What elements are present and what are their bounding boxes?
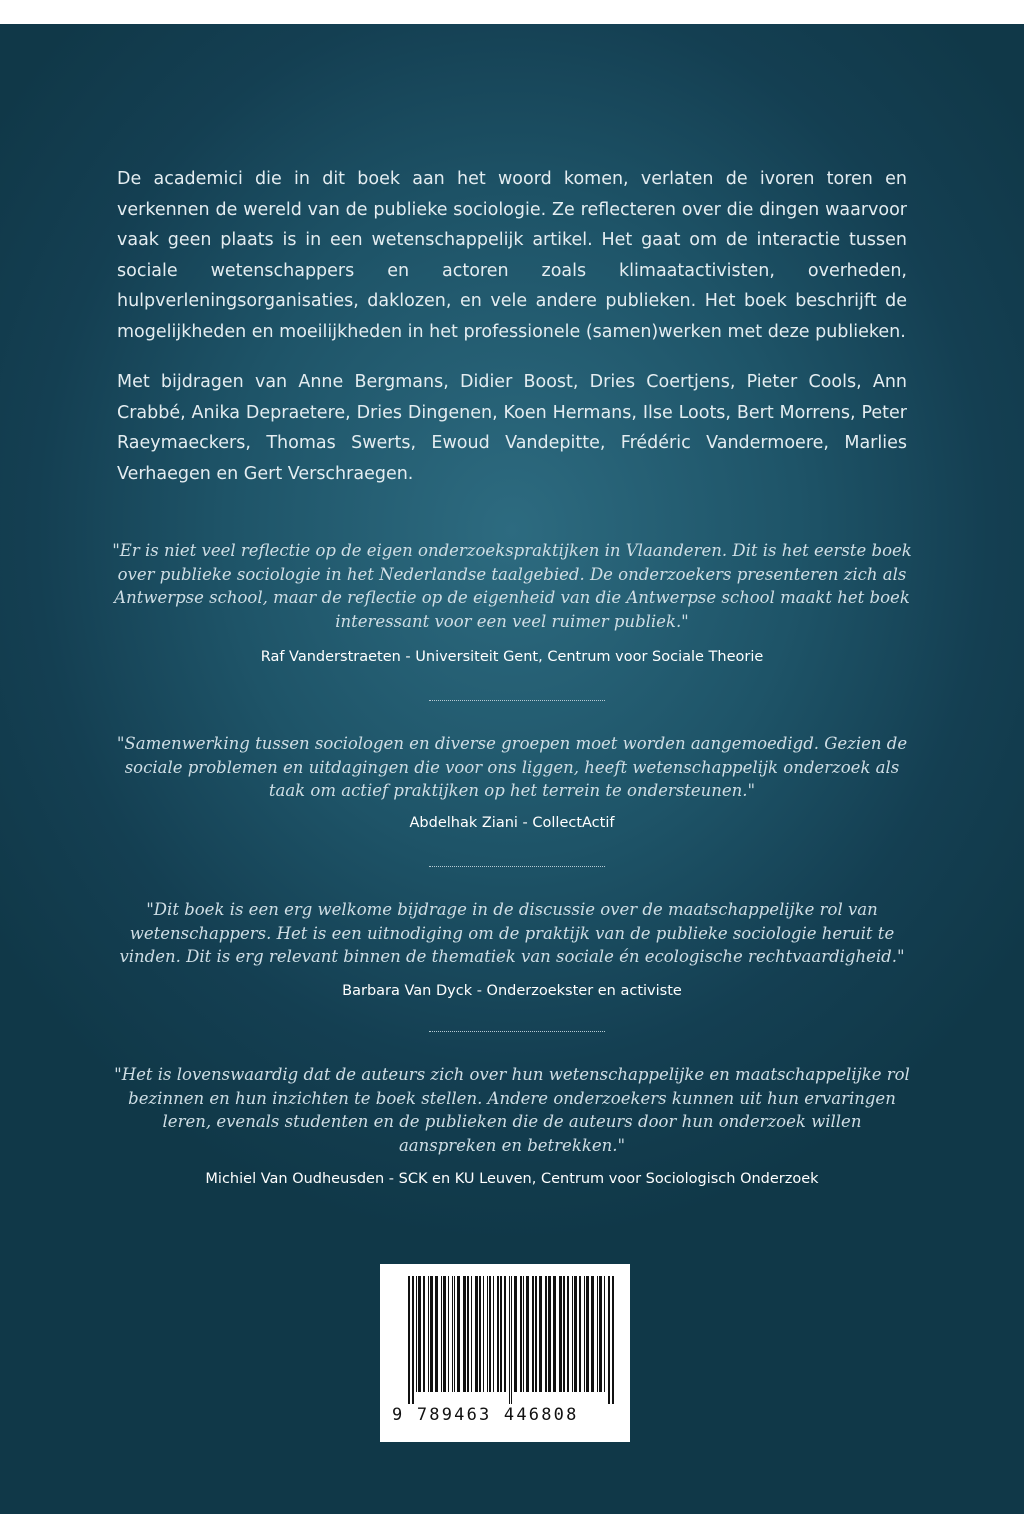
quote-text-2: "Samenwerking tussen sociologen en diverse groepen moet worden aangemoedigd. Gezien de sociale problemen en uitdagingen die voor ons liggen, heeft wetenschappelijk onderzoek als taak om actief praktijken op het terrein te ondersteunen." <box>116 734 908 800</box>
quote-attribution-1: Raf Vanderstraeten - Universiteit Gent, Centrum voor Sociale Theorie <box>260 649 764 665</box>
barcode-bar <box>599 1276 602 1392</box>
barcode-bar <box>497 1276 499 1392</box>
barcode-bar <box>412 1276 414 1404</box>
quote-attribution-3: Barbara Van Dyck - Onderzoekster en activiste <box>342 983 682 999</box>
barcode-bar <box>489 1276 491 1392</box>
barcode-bar <box>509 1276 510 1404</box>
barcode-bar <box>523 1276 524 1392</box>
barcode-bar <box>591 1276 594 1392</box>
barcode-bar <box>572 1276 573 1392</box>
barcode-bar <box>416 1276 417 1392</box>
barcode-bar <box>483 1276 484 1392</box>
barcode-bar <box>418 1276 421 1392</box>
barcode-bar <box>604 1276 605 1392</box>
quote-text-1: "Er is niet veel reflectie op de eigen onderzoekspraktijken in Vlaanderen. Dit is het eerste boek over publieke sociologie in het Nederlandse taalgebied. De onderzoekers presenteren zich als Antwerpse school, maar de reflectie op de eigenheid van die Antwerpse school maakt het boek interessant voor een veel ruimer publiek." <box>112 541 912 631</box>
barcode-bar <box>548 1276 551 1392</box>
barcode-bar <box>535 1276 537 1392</box>
barcode-bar <box>475 1276 478 1392</box>
barcode-bar <box>448 1276 449 1392</box>
barcode <box>380 1264 630 1442</box>
barcode-bar <box>526 1276 529 1392</box>
barcode-digits: 9 789463 446808 <box>392 1405 579 1425</box>
quote-separator-1 <box>429 700 605 701</box>
barcode-bar <box>514 1276 517 1392</box>
quote-attribution-4: Michiel Van Oudheusden - SCK en KU Leuven, Centrum voor Sociologisch Onderzoek <box>205 1171 819 1187</box>
barcode-bar <box>584 1276 585 1392</box>
barcode-bar <box>430 1276 433 1392</box>
barcode-bar <box>553 1276 556 1392</box>
quote-text-4: "Het is lovenswaardig dat de auteurs zich over hun wetenschappelijke en maatschappelijke rol bezinnen en hun inzichten te boek stellen. Andere onderzoekers kunnen uit hun ervaringen leren, evenals studenten en de publieken die de auteurs door hun onderzoek willen aanspreken en betrekken." <box>114 1065 910 1155</box>
barcode-bar <box>479 1276 481 1392</box>
blurb-paragraph-contributors: Met bijdragen van Anne Bergmans, Didier Boost, Dries Coertjens, Pieter Cools, Ann Crabbé, Anika Depraetere, Dries Dingenen, Koen Hermans, Ilse Loots, Bert Morrens, Peter Raeymaeckers, Thomas Swerts, Ewoud Vandepitte, Frédéric Vandermoere, Marlies Verhaegen en Gert Verschraegen. <box>117 372 907 484</box>
quote-attribution-2: Abdelhak Ziani - CollectActif <box>409 815 615 831</box>
barcode-bar <box>463 1276 466 1392</box>
barcode-bars <box>380 1264 630 1404</box>
barcode-bar <box>441 1276 442 1392</box>
quote-text-3: "Dit boek is een erg welkome bijdrage in de discussie over de maatschappelijke rol van wetenschappers. Het is een uitnodiging om de praktijk van de publieke sociologie heruit te vinden. Dit is erg relevant binnen de thematiek van sociale én ecologische rechtvaardigheid." <box>119 900 905 966</box>
quote-separator-3 <box>429 1031 605 1032</box>
barcode-bar <box>520 1276 522 1392</box>
blurb-paragraph-description: De academici die in dit boek aan het woord komen, verlaten de ivoren toren en verkennen de wereld van de publieke sociologie. Ze reflecteren over die dingen waarvoor vaak geen plaats is in een wetenschappelijk artikel. Het gaat om de interactie tussen sociale wetenschappers en actoren zoals klimaatactivisten, overheden, hulpverleningsorganisaties, daklozen, en vele andere publieken. Het boek beschrijft de mogelijkheden en moeilijkheden in het professionele (samen)werken met deze publieken. <box>117 169 907 342</box>
barcode-bar <box>435 1276 438 1392</box>
back-cover <box>0 24 1024 1514</box>
barcode-bar <box>467 1276 469 1392</box>
barcode-bar <box>504 1276 506 1392</box>
barcode-bar <box>539 1276 542 1392</box>
barcode-bar <box>612 1276 614 1404</box>
barcode-bar <box>408 1276 410 1404</box>
barcode-bar <box>500 1276 502 1392</box>
barcode-bar <box>532 1276 534 1392</box>
quote-separator-2 <box>429 866 605 867</box>
barcode-bar <box>597 1276 598 1392</box>
barcode-bar <box>608 1276 610 1404</box>
barcode-bar <box>563 1276 565 1392</box>
barcode-bar <box>443 1276 446 1392</box>
barcode-bar <box>574 1276 577 1392</box>
barcode-bar <box>423 1276 425 1392</box>
barcode-bar <box>493 1276 494 1392</box>
barcode-bar <box>579 1276 581 1392</box>
barcode-bar <box>559 1276 562 1392</box>
barcode-bar <box>586 1276 589 1392</box>
barcode-bar <box>428 1276 429 1392</box>
barcode-bar <box>452 1276 453 1392</box>
barcode-bar <box>457 1276 460 1392</box>
barcode-bar <box>471 1276 472 1392</box>
barcode-bar <box>511 1276 512 1404</box>
barcode-bar <box>567 1276 569 1392</box>
barcode-bar <box>454 1276 455 1392</box>
barcode-bar <box>487 1276 488 1392</box>
barcode-bar <box>545 1276 547 1392</box>
